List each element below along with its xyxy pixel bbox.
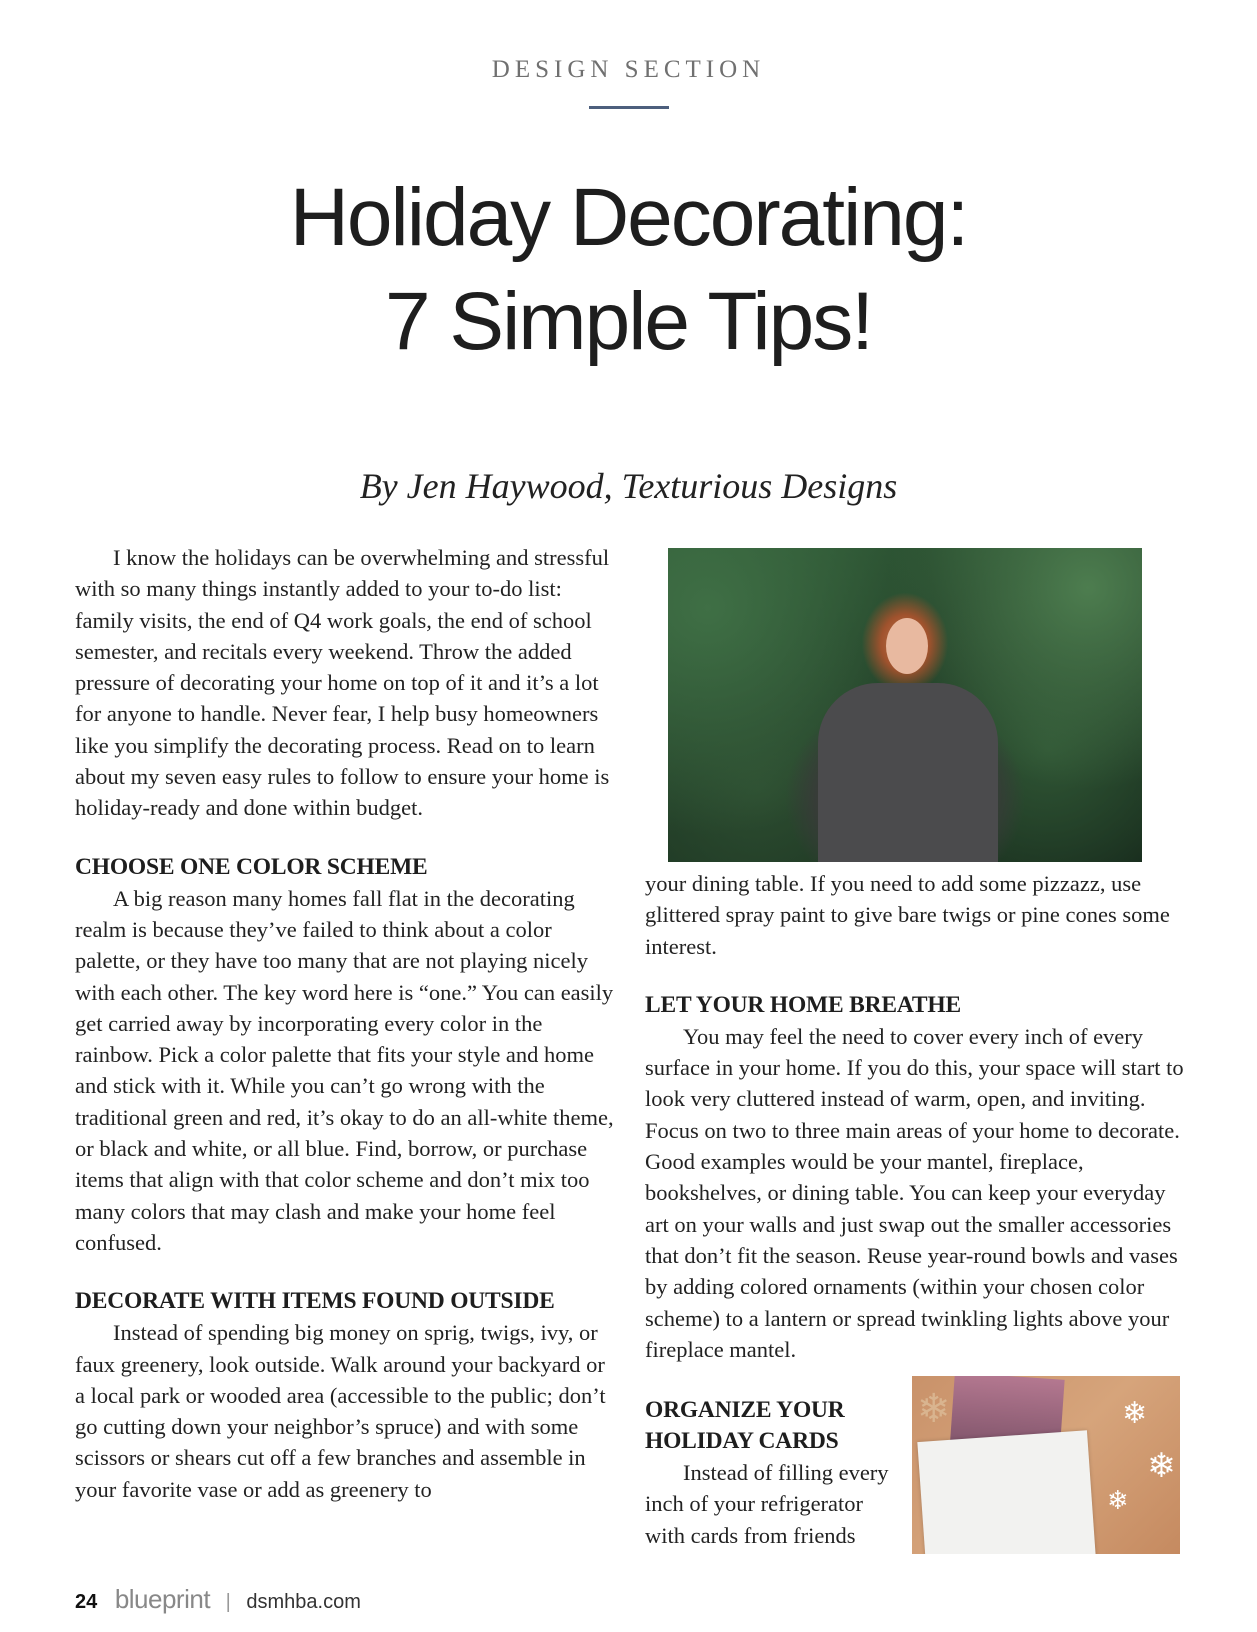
intro-paragraph: I know the holidays can be overwhelming and stressful with so many things instantly added to your to-do list: family visits, the end of Q4 work goals, the end of school semester, and recitals every weekend. Throw the added pressure of decorating your home on top of it and it’s a lot for anyone to handle. Never fear, I help busy homeowners like you simplify the decorating process. Read on to learn about my seven easy rules to follow to ensure your home is holiday-ready and done within budget. bbox=[75, 545, 610, 821]
page-footer bbox=[75, 1584, 361, 1615]
holiday-cards-block bbox=[645, 1395, 900, 1551]
home-breathe-body: You may feel the need to cover every inch of every surface in your home. If you do this, your space will start to look very cluttered instead of warm, open, and inviting. Focus on two to three main areas of your home to decorate. Good examples would be your mantel, fireplace, bookshelves, or dining table. You can keep your everyday art on your walls and just swap out the smaller accessories that don’t fit the season. Reuse year-round bowls and vases by adding colored ornaments (within your chosen color scheme) to a lantern or spread twinkling lights above your fireplace mantel. bbox=[645, 1023, 1184, 1362]
holiday-cards-photo bbox=[912, 1376, 1180, 1554]
snowflake-icon: ❄ bbox=[1147, 1446, 1176, 1486]
heading-home-breathe: LET YOUR HOME BREATHE bbox=[645, 991, 961, 1018]
items-outside-body: Instead of spending big money on sprig, twigs, ivy, or faux greenery, look outside. Walk around your backyard or a local park or wooded area (accessible to the public; don’t go cutting down your neighbor’s spruce) and with some scissors or shears cut off a few branches and assemble in your favorite vase or add as greenery to bbox=[75, 1320, 606, 1502]
woman-evergreen-photo bbox=[668, 548, 1142, 862]
footer-website: dsmhba.com bbox=[246, 1591, 361, 1613]
brand-logo: blueprint bbox=[114, 1584, 211, 1614]
heading-color-scheme: CHOOSE ONE COLOR SCHEME bbox=[75, 853, 428, 880]
snowflake-icon: ❄ bbox=[1122, 1396, 1148, 1431]
byline: By Jen Haywood, Texturious Designs bbox=[359, 466, 898, 506]
title-line-1: Holiday Decorating: bbox=[289, 172, 968, 263]
photo-coat-shape bbox=[818, 683, 998, 862]
page-number: 24 bbox=[75, 1591, 98, 1613]
heading-holiday-cards-line-2: HOLIDAY CARDS bbox=[645, 1428, 839, 1454]
section-label: DESIGN SECTION bbox=[491, 56, 766, 83]
heading-items-outside: DECORATE WITH ITEMS FOUND OUTSIDE bbox=[75, 1288, 555, 1315]
snowflake-icon: ❄ bbox=[1107, 1486, 1129, 1516]
holiday-cards-body: Instead of filling every inch of your refrigerator with cards from friends bbox=[645, 1460, 889, 1548]
color-scheme-body: A big reason many homes fall flat in the decorating realm is because they’ve failed to think about a color palette, or they have too many that are not playing nicely with each other. The key word here is “one.” You can easily get carried away by incorporating every color in the rainbow. Pick a color palette that fits your style and home and stick with it. While you can’t go wrong with the traditional green and red, it’s okay to do an all-white theme, or black and white, or all blue. Find, borrow, or purchase items that align with that color scheme and don’t mix too many colors that may clash and make your home feel confused. bbox=[75, 885, 614, 1255]
left-column bbox=[75, 542, 615, 1505]
wooden-snowflake-icon: ❄ bbox=[917, 1386, 951, 1432]
heading-holiday-cards bbox=[645, 1395, 900, 1457]
photo-face-shape bbox=[886, 618, 928, 674]
items-outside-continued: your dining table. If you need to add some pizzazz, use glittered spray paint to give bare twigs or pine cones some interest. bbox=[645, 871, 1170, 959]
footer-separator: | bbox=[225, 1591, 231, 1613]
title-line-2: 7 Simple Tips! bbox=[385, 276, 872, 367]
photo-card-white bbox=[917, 1430, 1096, 1554]
page-title bbox=[0, 166, 1257, 374]
heading-holiday-cards-line-1: ORGANIZE YOUR bbox=[645, 1397, 845, 1423]
section-divider bbox=[589, 106, 669, 109]
right-column bbox=[645, 868, 1185, 1365]
